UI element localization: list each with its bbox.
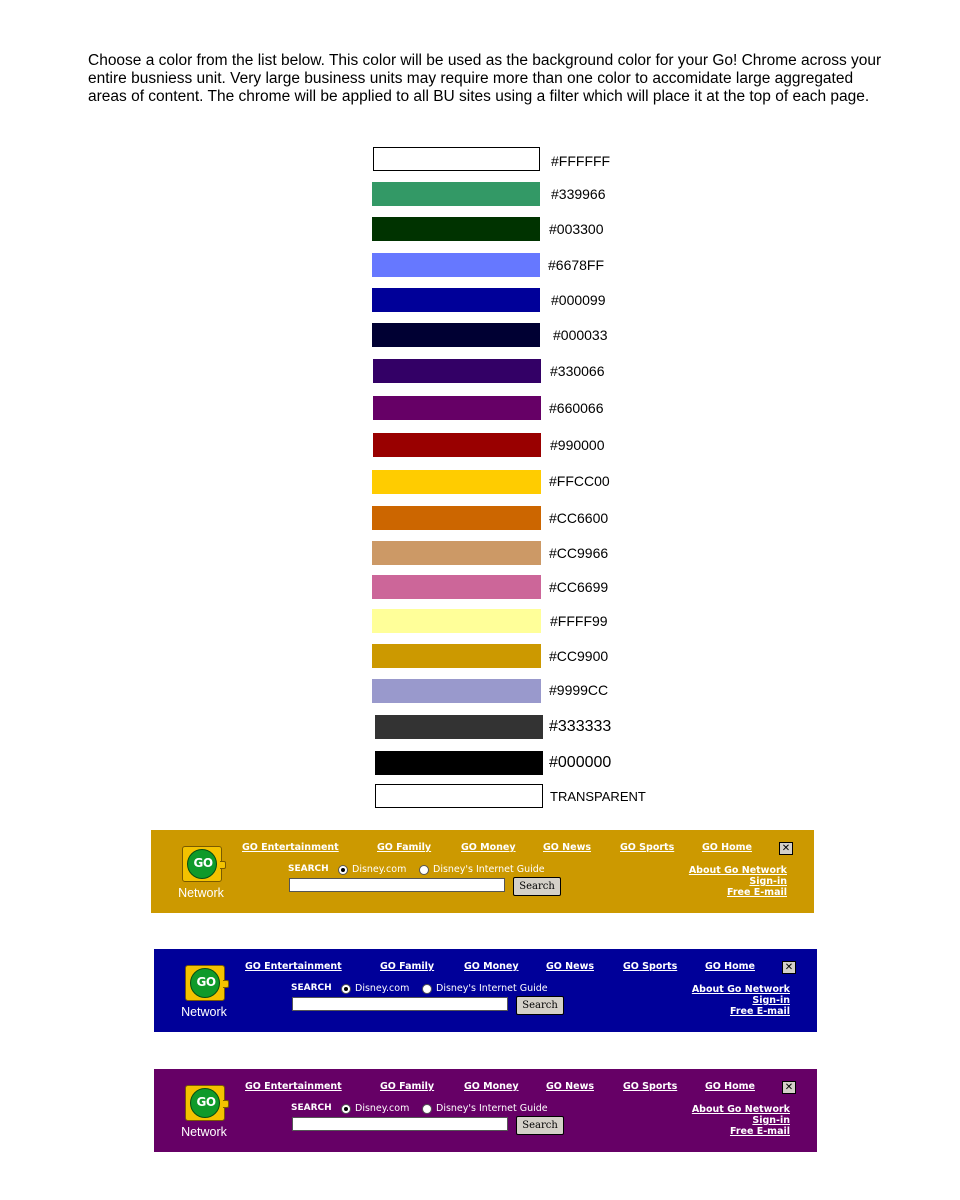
swatch-label: #CC6699 <box>549 579 609 595</box>
search-label: SEARCH <box>291 1103 332 1113</box>
logo-network-text: Network <box>181 1005 227 1019</box>
radio-internet-guide[interactable] <box>422 1104 432 1114</box>
nav-go-money[interactable]: GO Money <box>464 961 519 972</box>
close-icon[interactable]: ✕ <box>782 1081 796 1094</box>
search-label: SEARCH <box>291 983 332 993</box>
go-logo-icon <box>185 965 225 1001</box>
radio-internet-guide[interactable] <box>419 865 429 875</box>
go-network-logo[interactable] <box>176 965 232 1021</box>
sign-in-link[interactable]: Sign-in <box>752 995 790 1006</box>
nav-go-sports[interactable]: GO Sports <box>620 842 675 853</box>
logo-network-text: Network <box>181 1125 227 1139</box>
search-label: SEARCH <box>288 864 329 874</box>
nav-go-home[interactable]: GO Home <box>705 1081 756 1092</box>
nav-go-sports[interactable]: GO Sports <box>623 961 678 972</box>
swatch-label: #CC9900 <box>549 648 609 664</box>
go-logo-icon <box>185 1085 225 1121</box>
swatch-label: #990000 <box>550 437 605 453</box>
close-icon[interactable]: ✕ <box>779 842 793 855</box>
swatch-label: #330066 <box>550 363 605 379</box>
nav-go-entertainment[interactable]: GO Entertainment <box>242 842 339 853</box>
free-email-link[interactable]: Free E-mail <box>729 1126 790 1137</box>
logo-network-text: Network <box>178 886 224 900</box>
nav-go-home[interactable]: GO Home <box>705 961 756 972</box>
radio-disney-com[interactable] <box>338 865 348 875</box>
nav-go-sports[interactable]: GO Sports <box>623 1081 678 1092</box>
nav-go-money[interactable]: GO Money <box>464 1081 519 1092</box>
radio-disney-com[interactable] <box>341 984 351 994</box>
sign-in-link[interactable]: Sign-in <box>749 876 787 887</box>
swatch-label: #6678FF <box>548 257 605 273</box>
color-swatch[interactable] <box>375 751 543 775</box>
search-input[interactable] <box>292 997 508 1011</box>
color-swatch[interactable] <box>372 679 541 703</box>
free-email-link[interactable]: Free E-mail <box>729 1006 790 1017</box>
search-button[interactable]: Search <box>516 996 564 1015</box>
swatch-label: #660066 <box>549 400 604 416</box>
radio-disney-com[interactable] <box>341 1104 351 1114</box>
swatch-label: #CC6600 <box>549 510 609 526</box>
chrome-preview-blue <box>154 949 817 1032</box>
color-swatch[interactable] <box>372 217 540 241</box>
about-go-network-link[interactable]: About Go Network <box>691 1104 790 1115</box>
radio-disney-com-label: Disney.com <box>352 864 407 875</box>
color-swatch[interactable] <box>372 253 540 277</box>
logo-go-text: GO <box>196 975 216 989</box>
logo-go-text: GO <box>193 856 213 870</box>
logo-go-text: GO <box>196 1095 216 1109</box>
nav-go-money[interactable]: GO Money <box>461 842 516 853</box>
color-swatch[interactable] <box>373 396 541 420</box>
radio-internet-guide-label: Disney's Internet Guide <box>433 864 545 875</box>
color-swatch[interactable] <box>373 359 541 383</box>
color-swatch[interactable] <box>372 470 541 494</box>
swatch-label: #339966 <box>551 186 606 202</box>
color-swatch[interactable] <box>373 433 541 457</box>
swatch-label: #000099 <box>551 292 606 308</box>
swatch-label: #FFFFFF <box>551 153 611 169</box>
go-logo-icon <box>182 846 222 882</box>
go-network-logo[interactable] <box>173 846 229 902</box>
about-go-network-link[interactable]: About Go Network <box>691 984 790 995</box>
color-swatch[interactable] <box>372 541 541 565</box>
color-swatch[interactable] <box>372 506 541 530</box>
chrome-preview-purple <box>154 1069 817 1152</box>
color-swatch[interactable] <box>372 323 540 347</box>
about-go-network-link[interactable]: About Go Network <box>688 865 787 876</box>
color-swatch[interactable] <box>372 575 541 599</box>
color-swatch[interactable] <box>372 288 540 312</box>
nav-go-news[interactable]: GO News <box>546 961 595 972</box>
color-swatch[interactable] <box>372 644 541 668</box>
swatch-label: TRANSPARENT <box>550 789 646 804</box>
swatch-label: #FFCC00 <box>549 473 610 489</box>
free-email-link[interactable]: Free E-mail <box>726 887 787 898</box>
nav-go-family[interactable]: GO Family <box>380 1081 435 1092</box>
radio-internet-guide-label: Disney's Internet Guide <box>436 983 548 994</box>
nav-go-news[interactable]: GO News <box>543 842 592 853</box>
nav-go-home[interactable]: GO Home <box>702 842 753 853</box>
color-swatch[interactable] <box>372 182 540 206</box>
color-swatch[interactable] <box>373 147 540 171</box>
radio-disney-com-label: Disney.com <box>355 983 410 994</box>
swatch-label: #CC9966 <box>549 545 609 561</box>
chrome-preview-gold <box>151 830 814 913</box>
nav-go-family[interactable]: GO Family <box>380 961 435 972</box>
nav-go-entertainment[interactable]: GO Entertainment <box>245 1081 342 1092</box>
swatch-label: #000000 <box>549 754 612 771</box>
search-input[interactable] <box>289 878 505 892</box>
swatch-label: #FFFF99 <box>550 613 608 629</box>
go-network-logo[interactable] <box>176 1085 232 1141</box>
color-swatch[interactable] <box>375 784 543 808</box>
swatch-label: #9999CC <box>549 682 609 698</box>
radio-internet-guide-label: Disney's Internet Guide <box>436 1103 548 1114</box>
search-button[interactable]: Search <box>513 877 561 896</box>
color-swatch[interactable] <box>372 609 541 633</box>
nav-go-family[interactable]: GO Family <box>377 842 432 853</box>
swatch-label: #333333 <box>549 718 612 735</box>
search-button[interactable]: Search <box>516 1116 564 1135</box>
nav-go-news[interactable]: GO News <box>546 1081 595 1092</box>
intro-text: Choose a color from the list below. This color will be used as the background color for your Go! Chrome across your entire busniess unit. Very large business units may require more than one color to accomidate large aggregated areas of content. The chrome will be applied to all BU sites using a filter which will place it at the top of each page. <box>88 52 882 105</box>
swatch-label: #003300 <box>549 221 604 237</box>
sign-in-link[interactable]: Sign-in <box>752 1115 790 1126</box>
radio-disney-com-label: Disney.com <box>355 1103 410 1114</box>
color-swatch[interactable] <box>375 715 543 739</box>
radio-internet-guide[interactable] <box>422 984 432 994</box>
search-input[interactable] <box>292 1117 508 1131</box>
swatch-label: #000033 <box>553 327 608 343</box>
nav-go-entertainment[interactable]: GO Entertainment <box>245 961 342 972</box>
close-icon[interactable]: ✕ <box>782 961 796 974</box>
